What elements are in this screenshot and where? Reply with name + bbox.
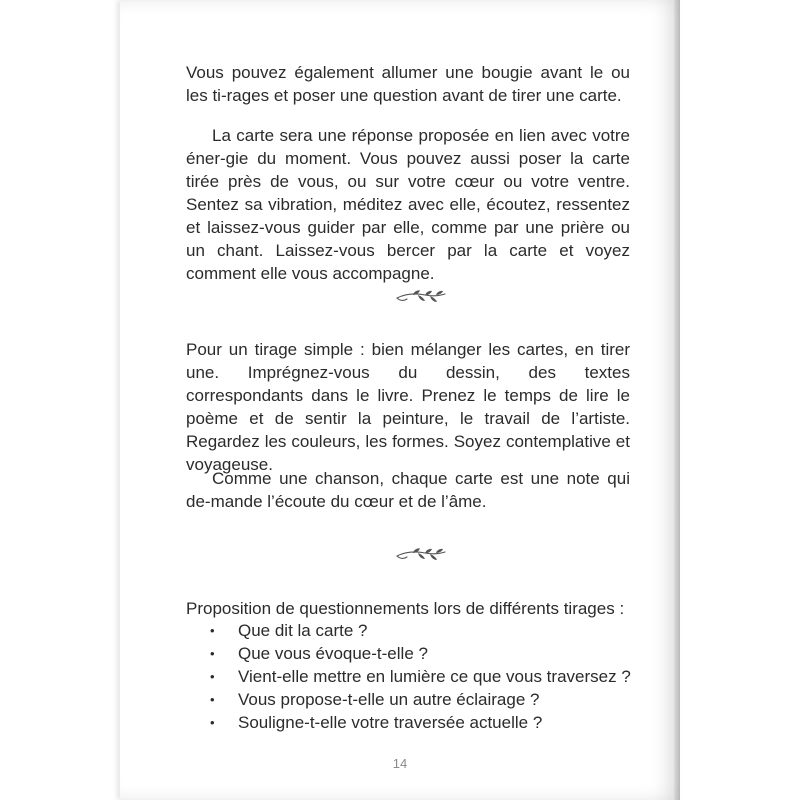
list-item: • Vous propose-t-elle un autre éclairage ? <box>210 690 540 709</box>
bullet-icon: • <box>210 646 215 661</box>
bullet-icon: • <box>210 623 215 638</box>
bullet-icon: • <box>210 669 215 684</box>
paragraph-card-answer: La carte sera une réponse proposée en lien avec votre éner-gie du moment. Vous pouvez aussi poser la carte tirée près de vous, ou sur votre cœur ou votre ventre. Sentez sa vibration, méditez avec elle, écoutez, ressentez et laissez-vous guider par elle, comme par une prière ou un chant. Laissez-vous bercer par la carte et voyez comment elle vous accompagne. <box>186 126 630 283</box>
leaf-branch-icon <box>395 547 447 563</box>
paragraph-song: Comme une chanson, chaque carte est une note qui de-mande l’écoute du cœur et de l’âme. <box>186 469 630 511</box>
bullet-icon: • <box>210 692 215 707</box>
page-number: 14 <box>392 756 408 771</box>
list-item: • Que vous évoque-t-elle ? <box>210 644 428 663</box>
question-list <box>204 619 631 734</box>
list-item: • Vient-elle mettre en lumière ce que vous traversez ? <box>210 667 631 686</box>
bullet-icon: • <box>210 715 215 730</box>
paragraph-candle: Vous pouvez également allumer une bougie avant le ou les ti-rages et poser une question avant de tirer une carte. <box>186 63 630 105</box>
leaf-branch-icon <box>395 289 447 305</box>
list-item: • Que dit la carte ? <box>210 621 368 640</box>
list-intro: Proposition de questionnements lors de différents tirages : <box>186 599 625 618</box>
paragraph-simple-draw: Pour un tirage simple : bien mélanger les cartes, en tirer une. Imprégnez-vous du dessin, des textes correspondants dans le livre. Prenez le temps de lire le poème et de sentir la peinture, le travail de l’artiste. Regardez les couleurs, les formes. Soyez contemplative et voyageuse. <box>186 340 630 474</box>
list-item: • Souligne-t-elle votre traversée actuelle ? <box>210 713 543 732</box>
book-page <box>120 0 680 800</box>
